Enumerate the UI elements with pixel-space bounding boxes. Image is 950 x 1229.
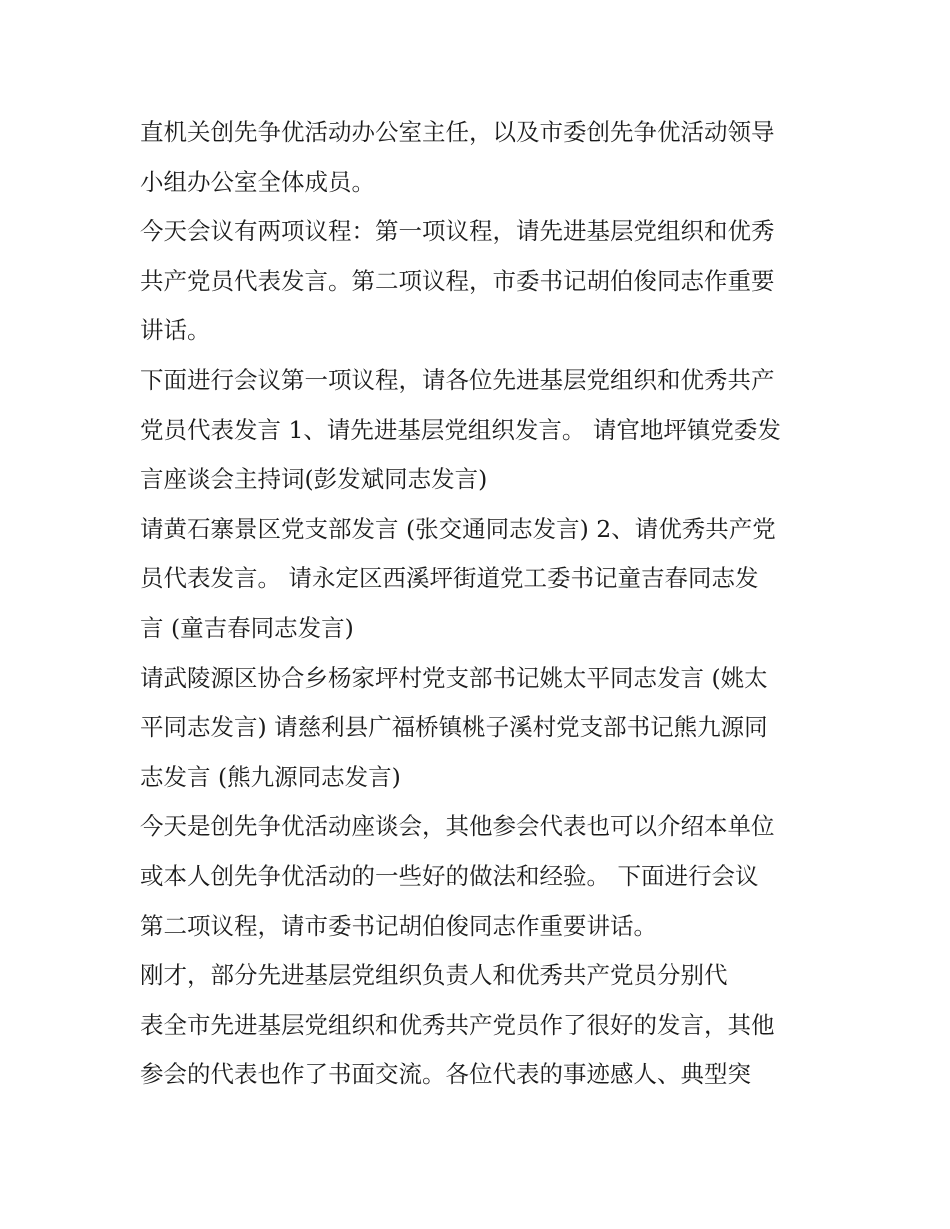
text-line: 言座谈会主持词(彭发斌同志发言) [140,465,488,494]
text-line: 党员代表发言 1、请先进基层党组织发言。 请官地坪镇党委发 [140,415,781,444]
text-line: 第二项议程，请市委书记胡伯俊同志作重要讲话。 [140,911,657,940]
text-line: 或本人创先争优活动的一些好的做法和经验。 下面进行会议 [140,861,759,890]
text-line: 请黄石寨景区党支部发言 (张交通同志发言) 2、请优秀共产党 [140,514,776,543]
text-line: 言 (童吉春同志发言) [140,613,354,642]
text-line: 小组办公室全体成员。 [140,167,375,196]
text-line: 志发言 (熊九源同志发言) [140,762,401,791]
text-line: 请武陵源区协合乡杨家坪村党支部书记姚太平同志发言 (姚太 [140,663,768,692]
text-line: 下面进行会议第一项议程，请各位先进基层党组织和优秀共产 [140,365,775,394]
text-line: 今天会议有两项议程：第一项议程，请先进基层党组织和优秀 [140,217,775,246]
text-line: 刚才，部分先进基层党组织负责人和优秀共产党员分别代 [140,961,728,990]
text-line: 讲话。 [140,316,211,345]
text-line: 直机关创先争优活动办公室主任，以及市委创先争优活动领导 [140,118,775,146]
text-line: 员代表发言。 请永定区西溪坪街道党工委书记童吉春同志发 [140,564,759,593]
text-line: 共产党员代表发言。第二项议程，市委书记胡伯俊同志作重要 [140,266,775,295]
text-line: 今天是创先争优活动座谈会，其他参会代表也可以介绍本单位 [140,812,775,841]
document-body [140,108,820,1100]
text-line: 参会的代表也作了书面交流。各位代表的事迹感人、典型突 [140,1060,751,1089]
text-line: 平同志发言) 请慈利县广福桥镇桃子溪村党支部书记熊九源同 [140,713,768,742]
text-line: 表全市先进基层党组织和优秀共产党员作了很好的发言，其他 [140,1010,775,1039]
